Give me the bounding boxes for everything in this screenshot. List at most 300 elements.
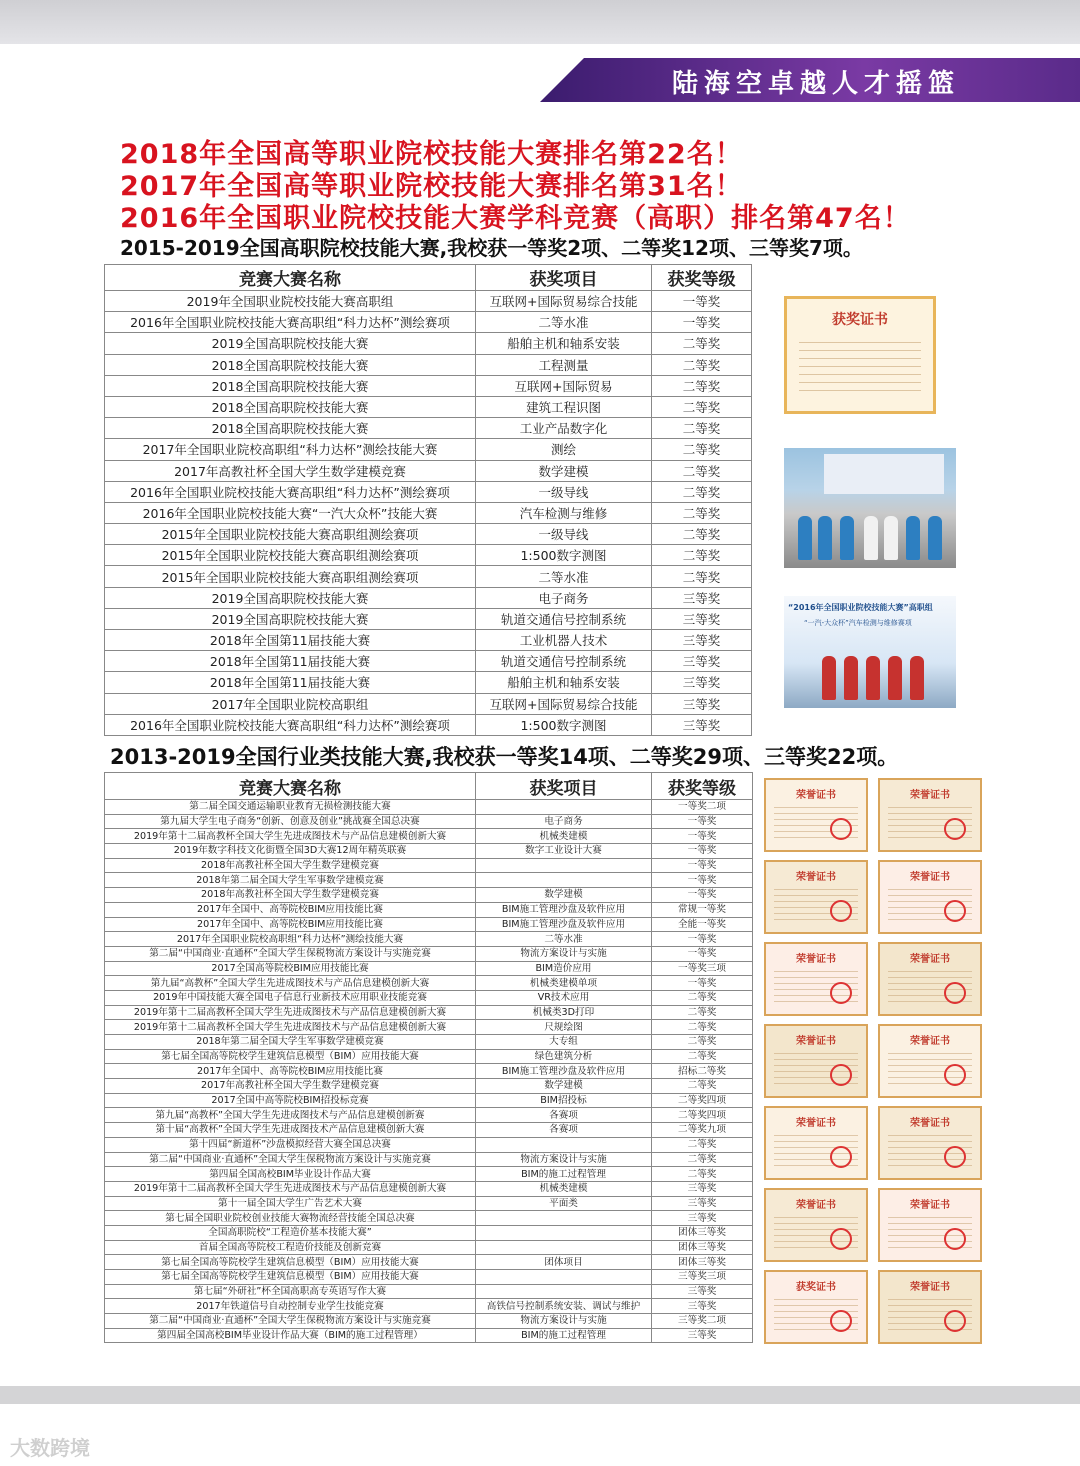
certificate-title: 获奖证书 (832, 312, 888, 328)
cell-level: 团体三等奖 (652, 1240, 753, 1255)
cell-competition: 2018年全国第11届技能大赛 (105, 672, 476, 693)
cell-competition: 第七届全国高等院校学生建筑信息模型（BIM）应用技能大赛 (105, 1270, 476, 1285)
section1-title: 2015-2019全国高职院校技能大赛,我校获一等奖2项、二等奖12项、三等奖7项。 (120, 236, 863, 260)
table-row (105, 1181, 753, 1196)
table-row (105, 829, 753, 844)
seal-icon (944, 1064, 966, 1086)
cell-level: 一等奖二项 (652, 800, 753, 815)
cell-competition: 2017年高教社杯全国大学生数学建模竞赛 (105, 460, 476, 481)
table-row (105, 1137, 753, 1152)
cell-competition: 2018年高教社杯全国大学生数学建模竞赛 (105, 888, 476, 903)
cell-level: 三等奖三项 (652, 1270, 753, 1285)
cell-competition: 2019年第十二届高教杯全国大学生先进成图技术与产品信息建模创新大赛 (105, 829, 476, 844)
cell-level: 二等奖 (652, 524, 752, 545)
cell-competition: 2017年全国职业院校高职组“科力达杯”测绘技能大赛 (105, 932, 476, 947)
honor-certificate-image (878, 942, 982, 1016)
cell-project: 平面类 (476, 1196, 652, 1211)
cell-level: 二等奖 (652, 1079, 753, 1094)
cell-level: 三等奖 (652, 1284, 753, 1299)
cell-competition: 2015年全国职业院校技能大赛高职组测绘赛项 (105, 524, 476, 545)
honor-certificate-image (764, 860, 868, 934)
table-row (105, 1079, 753, 1094)
cell-competition: 2016年全国职业院校技能大赛高职组“科力达杯”测绘赛项 (105, 312, 476, 333)
cell-level: 三等奖 (652, 587, 752, 608)
cell-competition: 第七届全国高等院校学生建筑信息模型（BIM）应用技能大赛 (105, 1255, 476, 1270)
cell-project (476, 1225, 652, 1240)
cell-competition: 第七届全国职业院校创业技能大赛物流经营技能全国总决赛 (105, 1211, 476, 1226)
cell-project: 高铁信号控制系统安装、调试与维护 (476, 1299, 652, 1314)
cell-competition: 2019年第十二届高教杯全国大学生先进成图技术与产品信息建模创新大赛 (105, 1020, 476, 1035)
person (822, 656, 836, 700)
cell-level: 招标二等奖 (652, 1064, 753, 1079)
cell-project: 物流方案设计与实施 (476, 1152, 652, 1167)
cell-project: 工程测量 (476, 354, 652, 375)
cell-project: 二等水准 (476, 932, 652, 947)
cell-competition: 2019全国高职院校技能大赛 (105, 608, 476, 629)
cell-competition: 2018全国高职院校技能大赛 (105, 375, 476, 396)
cell-competition: 2018年全国第11届技能大赛 (105, 630, 476, 651)
cell-competition: 2018全国高职院校技能大赛 (105, 418, 476, 439)
cell-project: BIM施工管理沙盘及软件应用 (476, 1064, 652, 1079)
cell-project: 数学建模 (476, 1079, 652, 1094)
cell-level: 二等奖 (652, 396, 752, 417)
cell-project: 电子商务 (476, 814, 652, 829)
cell-project (476, 858, 652, 873)
cell-project: 二等水准 (476, 312, 652, 333)
person (910, 656, 924, 700)
cell-competition: 第二届“中国商业·直通杯”全国大学生保税物流方案设计与实施竞赛 (105, 946, 476, 961)
cell-project: 一级导线 (476, 524, 652, 545)
industry-awards-table (104, 772, 753, 1343)
person (844, 656, 858, 700)
team-photo-1 (784, 448, 956, 568)
cell-competition: 2017年全国职业院校高职组“科力达杯”测绘技能大赛 (105, 439, 476, 460)
headline-2017: 2017年全国高等职业院校技能大赛排名第31名！ (120, 171, 743, 202)
cell-level: 三等奖 (652, 1328, 753, 1343)
table-row (105, 1093, 753, 1108)
cell-competition: 2019年第十二届高教杯全国大学生先进成图技术与产品信息建模创新大赛 (105, 1005, 476, 1020)
cell-level: 团体三等奖 (652, 1255, 753, 1270)
table-row (105, 396, 752, 417)
cell-project: 建筑工程识图 (476, 396, 652, 417)
top-gray-band (0, 0, 1080, 44)
photo-banner-text: “2016年全国职业院校技能大赛”高职组 (788, 603, 933, 612)
cell-project (476, 1284, 652, 1299)
col-header-competition: 竞赛大赛名称 (105, 773, 476, 800)
honor-certificate-image (764, 1106, 868, 1180)
table-row (105, 1314, 753, 1329)
seal-icon (830, 900, 852, 922)
cell-level: 一等奖 (652, 291, 752, 312)
cell-competition: 2018年高教社杯全国大学生数学建模竞赛 (105, 858, 476, 873)
cell-competition: 全国高职院校“工程造价基本技能大赛” (105, 1225, 476, 1240)
cell-level: 二等奖 (652, 1152, 753, 1167)
table-row (105, 587, 752, 608)
cell-competition: 2019年数字科技文化街暨全国3D大赛12周年精英联赛 (105, 844, 476, 859)
table-row (105, 1225, 753, 1240)
table-row (105, 1049, 753, 1064)
person (798, 516, 812, 560)
cell-project: 船舶主机和轴系安装 (476, 333, 652, 354)
person (818, 516, 832, 560)
cell-project: 工业机器人技术 (476, 630, 652, 651)
cell-project: 测绘 (476, 439, 652, 460)
cell-competition: 2017年全国中、高等院校BIM应用技能比赛 (105, 1064, 476, 1079)
award-certificate-image (784, 296, 936, 414)
table-row (105, 1270, 753, 1285)
table-row (105, 418, 752, 439)
seal-icon (830, 818, 852, 840)
table-header-row (105, 773, 753, 800)
cell-project: 绿色建筑分析 (476, 1049, 652, 1064)
cell-level: 三等奖 (652, 1196, 753, 1211)
cell-level: 一等奖 (652, 312, 752, 333)
col-header-competition: 竞赛大赛名称 (105, 265, 476, 291)
table-row (105, 946, 753, 961)
cell-level: 一等奖 (652, 829, 753, 844)
cell-level: 二等奖 (652, 460, 752, 481)
cell-level: 一等奖 (652, 976, 753, 991)
honor-certificate-image (878, 860, 982, 934)
cell-project: 工业产品数字化 (476, 418, 652, 439)
cell-competition: 第七届“外研社”杯全国高职高专英语写作大赛 (105, 1284, 476, 1299)
table-row (105, 1152, 753, 1167)
table-row (105, 902, 753, 917)
cell-level: 一等奖 (652, 814, 753, 829)
cell-project: 机械类建模单项 (476, 976, 652, 991)
cell-competition: 第十四届“新道杯”沙盘模拟经营大赛全国总决赛 (105, 1137, 476, 1152)
cell-project: 机械类建模 (476, 1181, 652, 1196)
cell-competition: 2017年铁道信号自动控制专业学生技能竞赛 (105, 1299, 476, 1314)
cell-project: 数字工业设计大赛 (476, 844, 652, 859)
cell-competition: 第二届全国交通运输职业教育无损检测技能大赛 (105, 800, 476, 815)
table-row (105, 545, 752, 566)
table-row (105, 693, 752, 714)
certificate-title: 荣誉证书 (910, 1282, 950, 1293)
certificate-title: 荣誉证书 (910, 872, 950, 883)
cell-level: 二等奖 (652, 990, 753, 1005)
cell-level: 二等奖四项 (652, 1108, 753, 1123)
cell-competition: 2019全国高职院校技能大赛 (105, 333, 476, 354)
table-row (105, 1240, 753, 1255)
cell-project: 物流方案设计与实施 (476, 946, 652, 961)
cell-project: 互联网+国际贸易 (476, 375, 652, 396)
table-row (105, 888, 753, 903)
table-row (105, 1299, 753, 1314)
cell-level: 二等奖 (652, 1137, 753, 1152)
cell-competition: 2018全国高职院校技能大赛 (105, 396, 476, 417)
seal-icon (830, 1310, 852, 1332)
cell-project (476, 1211, 652, 1226)
certificate-title: 荣誉证书 (796, 790, 836, 801)
cell-level: 二等奖 (652, 418, 752, 439)
cell-level: 二等奖 (652, 1005, 753, 1020)
cell-level: 三等奖 (652, 714, 752, 735)
seal-icon (830, 1146, 852, 1168)
table-row (105, 333, 752, 354)
col-header-project: 获奖项目 (476, 265, 652, 291)
seal-icon (944, 1310, 966, 1332)
certificate-title: 获奖证书 (796, 1282, 836, 1293)
cell-level: 一等奖 (652, 932, 753, 947)
cell-level: 三等奖 (652, 1211, 753, 1226)
cell-competition: 2018年全国第11届技能大赛 (105, 651, 476, 672)
seal-icon (944, 1228, 966, 1250)
cell-level: 三等奖 (652, 672, 752, 693)
cell-competition: 2017年高教社杯全国大学生数学建模竞赛 (105, 1079, 476, 1094)
cell-level: 二等奖 (652, 545, 752, 566)
cell-level: 二等奖 (652, 354, 752, 375)
cell-competition: 2017全国高等院校BIM应用技能比赛 (105, 961, 476, 976)
cell-level: 一等奖 (652, 946, 753, 961)
table-row (105, 481, 752, 502)
table-row (105, 1284, 753, 1299)
vocational-awards-table (104, 264, 752, 736)
certificate-text-lines (799, 335, 921, 397)
cell-level: 一等奖三项 (652, 961, 753, 976)
cell-project: VR技术应用 (476, 990, 652, 1005)
cell-level: 三等奖二项 (652, 1314, 753, 1329)
cell-level: 三等奖 (652, 630, 752, 651)
table-row (105, 873, 753, 888)
honor-certificate-image (878, 1024, 982, 1098)
table-row (105, 1005, 753, 1020)
table-row (105, 1196, 753, 1211)
cell-level: 二等奖 (652, 333, 752, 354)
cell-level: 二等奖 (652, 1020, 753, 1035)
cell-level: 三等奖 (652, 1181, 753, 1196)
cell-level: 二等奖 (652, 566, 752, 587)
seal-icon (944, 1146, 966, 1168)
table-row (105, 814, 753, 829)
cell-level: 一等奖 (652, 844, 753, 859)
headline-2016: 2016年全国职业院校技能大赛学科竞赛（高职）排名第47名！ (120, 203, 911, 234)
event-backdrop (824, 454, 944, 494)
table-row (105, 672, 752, 693)
cell-level: 二等奖四项 (652, 1093, 753, 1108)
honor-certificate-image (764, 1270, 868, 1344)
table-row (105, 312, 752, 333)
cell-project: 尺规绘图 (476, 1020, 652, 1035)
table-row (105, 961, 753, 976)
cell-level: 三等奖 (652, 1299, 753, 1314)
table-row (105, 608, 752, 629)
cell-competition: 第四届全国高校BIM毕业设计作品大赛（BIM的施工过程管理） (105, 1328, 476, 1343)
table-row (105, 502, 752, 523)
certificate-title: 荣誉证书 (796, 1118, 836, 1129)
certificate-title: 荣誉证书 (796, 872, 836, 883)
cell-level: 二等奖 (652, 502, 752, 523)
table-row (105, 460, 752, 481)
table-row (105, 439, 752, 460)
photo-banner-subtext: “一汽-大众杯”汽车检测与维修赛项 (804, 619, 912, 627)
cell-competition: 第九届大学生电子商务“创新、创意及创业”挑战赛全国总决赛 (105, 814, 476, 829)
cell-project: BIM施工管理沙盘及软件应用 (476, 917, 652, 932)
cell-competition: 第十届“高教杯”全国大学生先进成图技术产品信息建模创新大赛 (105, 1123, 476, 1138)
cell-project: 轨道交通信号控制系统 (476, 608, 652, 629)
cell-project: 数学建模 (476, 888, 652, 903)
cell-competition: 第九届“高教杯”全国大学生先进成图技术与产品信息建模创新大赛 (105, 976, 476, 991)
table-row (105, 1035, 753, 1050)
cell-level: 三等奖 (652, 608, 752, 629)
cell-project: 各赛项 (476, 1108, 652, 1123)
cell-level: 二等奖 (652, 375, 752, 396)
cell-level: 一等奖 (652, 888, 753, 903)
table-row (105, 932, 753, 947)
person (864, 516, 878, 560)
table-row (105, 990, 753, 1005)
cell-project: BIM造价应用 (476, 961, 652, 976)
person (866, 656, 880, 700)
watermark-logo: 大数跨境 (10, 1436, 90, 1460)
table-row (105, 1167, 753, 1182)
cell-competition: 2015年全国职业院校技能大赛高职组测绘赛项 (105, 545, 476, 566)
person (840, 516, 854, 560)
seal-icon (944, 818, 966, 840)
honor-certificate-image (764, 1188, 868, 1262)
table-row (105, 800, 753, 815)
person (884, 516, 898, 560)
cell-project: 轨道交通信号控制系统 (476, 651, 652, 672)
cell-competition: 2016年全国职业院校技能大赛高职组“科力达杯”测绘赛项 (105, 714, 476, 735)
table-row (105, 566, 752, 587)
cell-project: 物流方案设计与实施 (476, 1314, 652, 1329)
honor-certificate-image (764, 942, 868, 1016)
header-banner (540, 58, 1080, 102)
table-row (105, 714, 752, 735)
certificate-title: 荣誉证书 (796, 954, 836, 965)
table-row (105, 1211, 753, 1226)
cell-level: 全能一等奖 (652, 917, 753, 932)
cell-project: 各赛项 (476, 1123, 652, 1138)
cell-level: 二等奖 (652, 1049, 753, 1064)
cell-competition: 第九届“高教杯”全国大学生先进成图技术与产品信息建模创新赛 (105, 1108, 476, 1123)
cell-competition: 第二届“中国商业·直通杯”全国大学生保税物流方案设计与实施竞赛 (105, 1152, 476, 1167)
table-row (105, 354, 752, 375)
cell-project: BIM招投标 (476, 1093, 652, 1108)
cell-project (476, 873, 652, 888)
section2-title: 2013-2019全国行业类技能大赛,我校获一等奖14项、二等奖29项、三等奖22项。 (110, 745, 899, 769)
cell-project: 电子商务 (476, 587, 652, 608)
honor-certificate-image (878, 1106, 982, 1180)
honor-certificate-image (878, 778, 982, 852)
cell-competition: 2019年中国技能大赛全国电子信息行业新技术应用职业技能竞赛 (105, 990, 476, 1005)
cell-competition: 2017年全国职业院校高职组 (105, 693, 476, 714)
cell-project (476, 800, 652, 815)
cell-level: 二等奖 (652, 1167, 753, 1182)
cell-project: BIM的施工过程管理 (476, 1328, 652, 1343)
table-row (105, 524, 752, 545)
cell-competition: 第四届全国高校BIM毕业设计作品大赛 (105, 1167, 476, 1182)
cell-level: 常规一等奖 (652, 902, 753, 917)
table-row (105, 1123, 753, 1138)
cell-project: 机械类3D打印 (476, 1005, 652, 1020)
table-row (105, 375, 752, 396)
cell-level: 团体三等奖 (652, 1225, 753, 1240)
col-header-level: 获奖等级 (652, 265, 752, 291)
col-header-level: 获奖等级 (652, 773, 753, 800)
table-row (105, 1328, 753, 1343)
seal-icon (830, 1228, 852, 1250)
certificate-title: 荣誉证书 (796, 1200, 836, 1211)
cell-competition: 2017年全国中、高等院校BIM应用技能比赛 (105, 902, 476, 917)
cell-competition: 2019年全国职业院校技能大赛高职组 (105, 291, 476, 312)
table-row (105, 630, 752, 651)
cell-project: 互联网+国际贸易综合技能 (476, 291, 652, 312)
table-row (105, 976, 753, 991)
cell-project: BIM的施工过程管理 (476, 1167, 652, 1182)
cell-competition: 第十一届全国大学生广告艺术大赛 (105, 1196, 476, 1211)
honor-certificate-image (878, 1188, 982, 1262)
table-row (105, 1108, 753, 1123)
cell-project: 互联网+国际贸易综合技能 (476, 693, 652, 714)
certificate-title: 荣誉证书 (910, 1200, 950, 1211)
headline-2018: 2018年全国高等职业院校技能大赛排名第22名！ (120, 139, 743, 170)
certificate-title: 荣誉证书 (910, 1118, 950, 1129)
cell-level: 三等奖 (652, 651, 752, 672)
cell-level: 二等奖 (652, 439, 752, 460)
cell-project (476, 1240, 652, 1255)
certificate-title: 荣誉证书 (910, 1036, 950, 1047)
cell-competition: 2016年全国职业院校技能大赛“一汽大众杯”技能大赛 (105, 502, 476, 523)
table-row (105, 1255, 753, 1270)
table-row (105, 651, 752, 672)
person (928, 516, 942, 560)
seal-icon (944, 982, 966, 1004)
cell-project: 二等水准 (476, 566, 652, 587)
honor-certificate-image (878, 1270, 982, 1344)
cell-level: 二等奖九项 (652, 1123, 753, 1138)
certificate-title: 荣誉证书 (910, 790, 950, 801)
cell-project: 船舶主机和轴系安装 (476, 672, 652, 693)
table-row (105, 291, 752, 312)
cell-project: 团体项目 (476, 1255, 652, 1270)
cell-competition: 2018年第二届全国大学生军事数学建模竞赛 (105, 873, 476, 888)
seal-icon (944, 900, 966, 922)
cell-project: 机械类建模 (476, 829, 652, 844)
cell-competition: 2019全国高职院校技能大赛 (105, 587, 476, 608)
person (906, 516, 920, 560)
cell-project: 1:500数字测图 (476, 714, 652, 735)
seal-icon (830, 982, 852, 1004)
cell-project (476, 1270, 652, 1285)
table-row (105, 1020, 753, 1035)
person (888, 656, 902, 700)
cell-project: 一级导线 (476, 481, 652, 502)
honor-certificate-image (764, 778, 868, 852)
cell-competition: 2017全国中高等院校BIM招投标竞赛 (105, 1093, 476, 1108)
col-header-project: 获奖项目 (476, 773, 652, 800)
cell-competition: 2018年第二届全国大学生军事数学建模竞赛 (105, 1035, 476, 1050)
cell-competition: 第二届“中国商业·直通杯”全国大学生保税物流方案设计与实施竞赛 (105, 1314, 476, 1329)
banner-title: 陆海空卓越人才摇篮 (671, 69, 960, 99)
cell-level: 三等奖 (652, 693, 752, 714)
cell-competition: 2019年第十二届高教杯全国大学生先进成图技术与产品信息建模创新大赛 (105, 1181, 476, 1196)
cell-project (476, 1137, 652, 1152)
cell-level: 一等奖 (652, 873, 753, 888)
cell-competition: 2017年全国中、高等院校BIM应用技能比赛 (105, 917, 476, 932)
cell-competition: 2018全国高职院校技能大赛 (105, 354, 476, 375)
cell-project: 数学建模 (476, 460, 652, 481)
cell-level: 一等奖 (652, 858, 753, 873)
cell-project: 大专组 (476, 1035, 652, 1050)
cell-level: 二等奖 (652, 1035, 753, 1050)
cell-project: 1:500数字测图 (476, 545, 652, 566)
cell-level: 二等奖 (652, 481, 752, 502)
team-photo-2 (784, 596, 956, 708)
cell-competition: 2016年全国职业院校技能大赛高职组“科力达杯”测绘赛项 (105, 481, 476, 502)
bottom-gray-band (0, 1386, 1080, 1404)
